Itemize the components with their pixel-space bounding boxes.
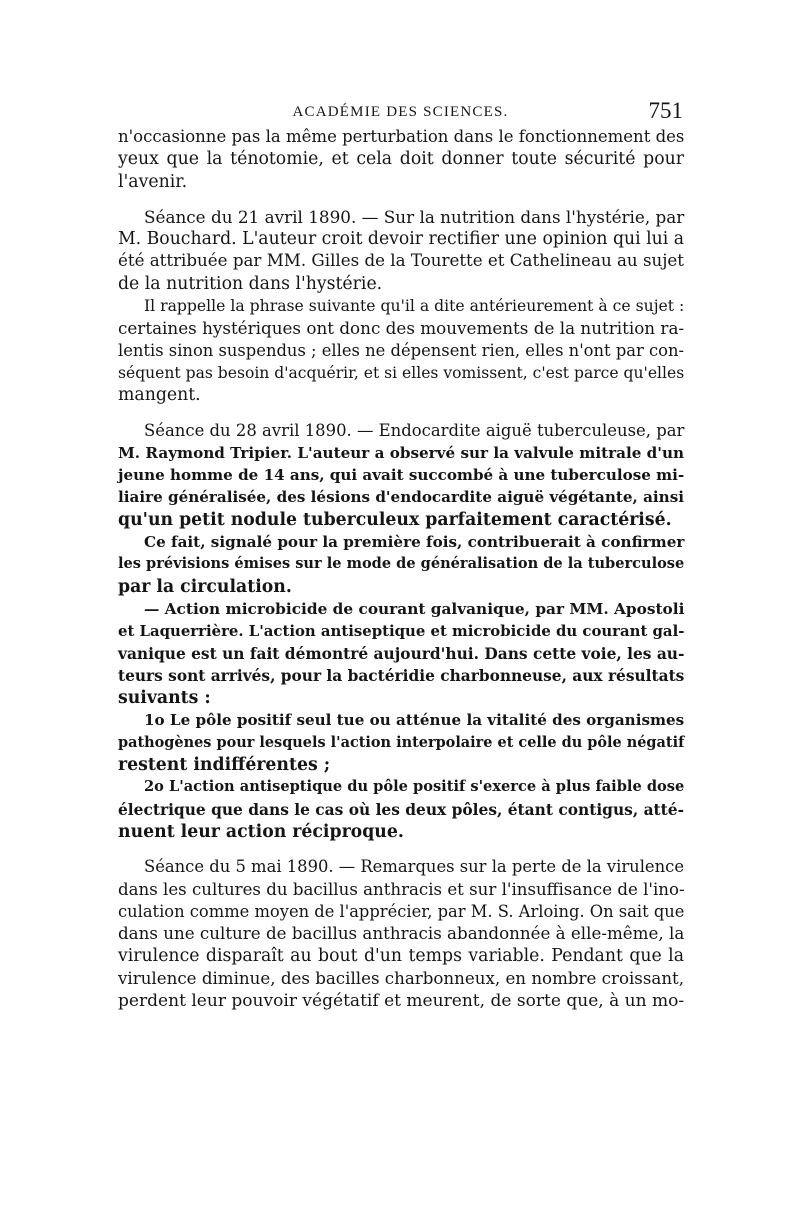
text-line: les prévisions émises sur le mode de généralisation de la tuberculose xyxy=(118,555,685,573)
paragraph-seance-28-avril xyxy=(118,420,684,844)
text-line: l'avenir. xyxy=(118,171,188,192)
body-text xyxy=(118,126,684,1012)
text-line: dans les cultures du bacillus anthracis et sur l'insuffisance de l'ino- xyxy=(118,879,685,899)
text-line: par la circulation. xyxy=(118,576,292,597)
text-line: dans une culture de bacillus anthracis abandonnée à elle-même, la xyxy=(118,924,685,944)
text-line: de la nutrition dans l'hystérie. xyxy=(118,273,383,294)
text-line: électrique que dans le cas où les deux pôles, étant contigus, atté- xyxy=(118,800,684,819)
page-number: 751 xyxy=(648,98,683,123)
running-title: ACADÉMIE DES SCIENCES. xyxy=(292,104,509,120)
text-line: Ce fait, signalé pour la première fois, contribuerait à confirmer xyxy=(144,533,685,552)
text-line: M. Bouchard. L'auteur croit devoir rectifier une opinion qui lui a xyxy=(118,229,685,250)
text-line: Séance du 28 avril 1890. — Endocardite aiguë tuberculeuse, par xyxy=(144,420,685,440)
text-line: M. Raymond Tripier. L'auteur a observé sur la valvule mitrale d'un xyxy=(118,443,685,462)
text-line: — Action microbicide de courant galvanique, par MM. Apostoli xyxy=(144,599,685,618)
text-line: teurs sont arrivés, pour la bactéridie charbonneuse, aux résultats xyxy=(118,666,685,685)
text-line: lentis sinon suspendus ; elles ne dépensent rien, elles n'ont par con- xyxy=(118,340,685,360)
text-line: pathogènes pour lesquels l'action interpolaire et celle du pôle négatif xyxy=(118,733,685,751)
text-line: virulence diminue, des bacilles charbonneux, en nombre croissant, xyxy=(118,968,685,988)
text-line: 2o L'action antiseptique du pôle positif s'exerce à plus faible dose xyxy=(144,778,685,796)
text-line: séquent pas besoin d'acquérir, et si elles vomissent, c'est parce qu'elles xyxy=(118,363,685,382)
text-line: yeux que la ténotomie, et cela doit donner toute sécurité pour xyxy=(118,149,684,170)
text-line: été attribuée par MM. Gilles de la Tourette et Cathelineau au sujet xyxy=(118,251,684,271)
text-line: Séance du 5 mai 1890. — Remarques sur la perte de la virulence xyxy=(144,857,684,877)
text-line: suivants : xyxy=(118,688,211,709)
text-line: virulence disparaît au bout d'un temps variable. Pendant que la xyxy=(118,946,684,967)
text-line: perdent leur pouvoir végétatif et meurent, de sorte que, à un mo- xyxy=(118,990,685,1011)
text-line: n'occasionne pas la même perturbation dans le fonctionnement des xyxy=(118,127,685,146)
text-line: vanique est un fait démontré aujourd'hui. Dans cette voie, les au- xyxy=(118,644,685,663)
paragraph-seance-5-mai xyxy=(118,856,684,1012)
text-line: 1o Le pôle positif seul tue ou atténue la vitalité des organismes xyxy=(144,711,685,730)
paragraph-opening xyxy=(118,126,684,193)
text-line: jeune homme de 14 ans, qui avait succombé à une tuberculose mi- xyxy=(118,466,685,485)
text-line: qu'un petit nodule tuberculeux parfaitement caractérisé. xyxy=(118,509,672,530)
text-line: certaines hystériques ont donc des mouvements de la nutrition ra- xyxy=(118,318,685,339)
text-line: Il rappelle la phrase suivante qu'il a dite antérieurement à ce sujet : xyxy=(144,296,685,316)
text-line: et Laquerrière. L'action antiseptique et microbicide du courant gal- xyxy=(118,622,685,641)
text-line: liaire généralisée, des lésions d'endocardite aiguë végétante, ainsi xyxy=(118,488,684,507)
text-line: restent indifférentes ; xyxy=(118,755,331,776)
text-line: Séance du 21 avril 1890. — Sur la nutrition dans l'hystérie, par xyxy=(144,206,685,227)
text-line: nuent leur action réciproque. xyxy=(118,821,404,842)
paragraph-seance-21-avril xyxy=(118,206,684,407)
text-line: culation comme moyen de l'apprécier, par M. S. Arloing. On sait que xyxy=(118,901,685,921)
text-line: mangent. xyxy=(118,385,201,406)
running-header xyxy=(118,98,683,128)
